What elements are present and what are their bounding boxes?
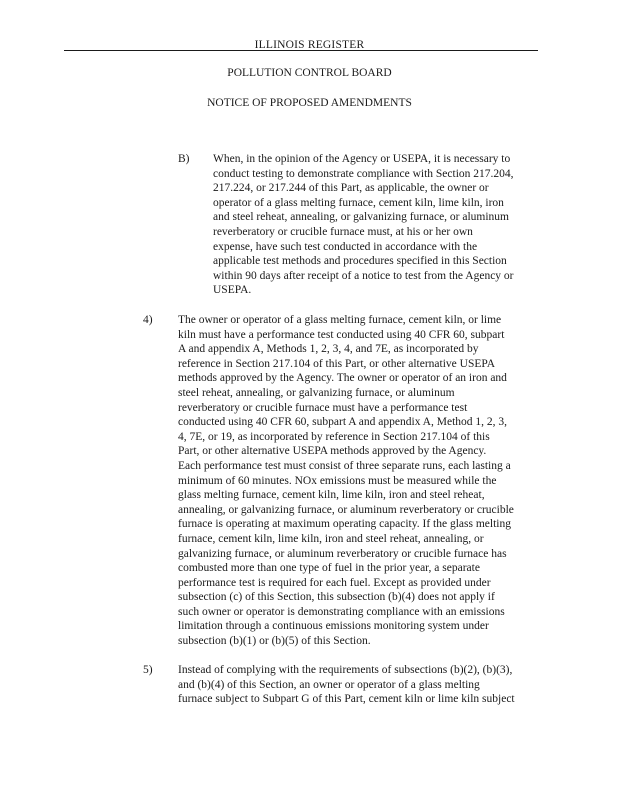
text-line: expense, have such test conducted in accordance with the: [213, 240, 478, 253]
text-line: USEPA.: [213, 284, 252, 297]
text-line: A and appendix A, Methods 1, 2, 3, 4, and 7E, as incorporated by: [178, 343, 479, 356]
text-line: furnace is operating at maximum operating capacity. If the glass melting: [178, 518, 511, 531]
text-line: conducted using 40 CFR 60, subpart A and appendix A, Method 1, 2, 3,: [178, 416, 508, 429]
paragraph-label: B): [178, 153, 190, 165]
text-line: Instead of complying with the requirements of subsections (b)(2), (b)(3),: [178, 664, 513, 676]
notice-title: NOTICE OF PROPOSED AMENDMENTS: [207, 97, 412, 109]
text-line: glass melting furnace, cement kiln, lime kiln, iron and steel reheat,: [178, 489, 485, 502]
header-divider: [64, 50, 538, 51]
text-line: and (b)(4) of this Section, an owner or operator of a glass melting: [178, 678, 480, 691]
text-line: subsection (c) of this Section, this subsection (b)(4) does not apply if: [178, 591, 495, 604]
text-line: performance test is required for each fuel. Except as provided under: [178, 576, 491, 589]
text-line: 4, 7E, or 19, as incorporated by reference in Section 217.104 of this: [178, 430, 490, 443]
text-line: annealing, or galvanizing furnace, or aluminum reverberatory or crucible: [178, 503, 514, 516]
text-line: steel reheat, annealing, or galvanizing furnace, or aluminum: [178, 386, 455, 399]
text-line: kiln must have a performance test conducted using 40 CFR 60, subpart: [178, 328, 505, 341]
paragraph-body: [178, 313, 514, 649]
text-line: within 90 days after receipt of a notice to test from the Agency or: [213, 269, 514, 282]
register-header: ILLINOIS REGISTER: [254, 39, 365, 51]
text-line: The owner or operator of a glass melting furnace, cement kiln, or lime: [178, 314, 502, 326]
text-line: reverberatory or crucible furnace must, at his or her own: [213, 225, 473, 238]
text-line: When, in the opinion of the Agency or USEPA, it is necessary to: [213, 153, 511, 165]
text-line: 217.224, or 217.244 of this Part, as applicable, the owner or: [213, 182, 489, 195]
board-title: POLLUTION CONTROL BOARD: [227, 67, 392, 79]
paragraph-label: 5): [143, 664, 153, 676]
text-line: reference in Section 217.104 of this Part, or other alternative USEPA: [178, 357, 496, 370]
text-line: conduct testing to demonstrate compliance with Section 217.204,: [213, 167, 514, 180]
text-line: Each performance test must consist of three separate runs, each lasting a: [178, 459, 511, 472]
text-line: galvanizing furnace, or aluminum reverberatory or crucible furnace has: [178, 547, 507, 560]
text-line: subsection (b)(1) or (b)(5) of this Section.: [178, 635, 371, 648]
paragraph-body: [213, 152, 514, 298]
text-line: applicable test methods and procedures specified in this Section: [213, 255, 507, 268]
text-line: minimum of 60 minutes. NOx emissions must be measured while the: [178, 474, 497, 487]
text-line: limitation through a continuous emissions monitoring system under: [178, 620, 489, 633]
text-line: reverberatory or crucible furnace must have a performance test: [178, 401, 468, 414]
text-line: furnace, cement kiln, lime kiln, iron and steel reheat, annealing, or: [178, 532, 484, 545]
text-line: combusted more than one type of fuel in the prior year, a separate: [178, 562, 480, 575]
paragraph-body: [178, 663, 515, 707]
text-line: Part, or other alternative USEPA methods approved by the Agency.: [178, 445, 487, 458]
text-line: furnace subject to Subpart G of this Part, cement kiln or lime kiln subject: [178, 693, 515, 706]
text-line: such owner or operator is demonstrating compliance with an emissions: [178, 605, 505, 618]
text-line: and steel reheat, annealing, or galvanizing furnace, or aluminum: [213, 211, 510, 224]
paragraph-label: 4): [143, 314, 153, 326]
text-line: methods approved by the Agency. The owner or operator of an iron and: [178, 372, 507, 385]
text-line: operator of a glass melting furnace, cement kiln, lime kiln, iron: [213, 196, 504, 209]
